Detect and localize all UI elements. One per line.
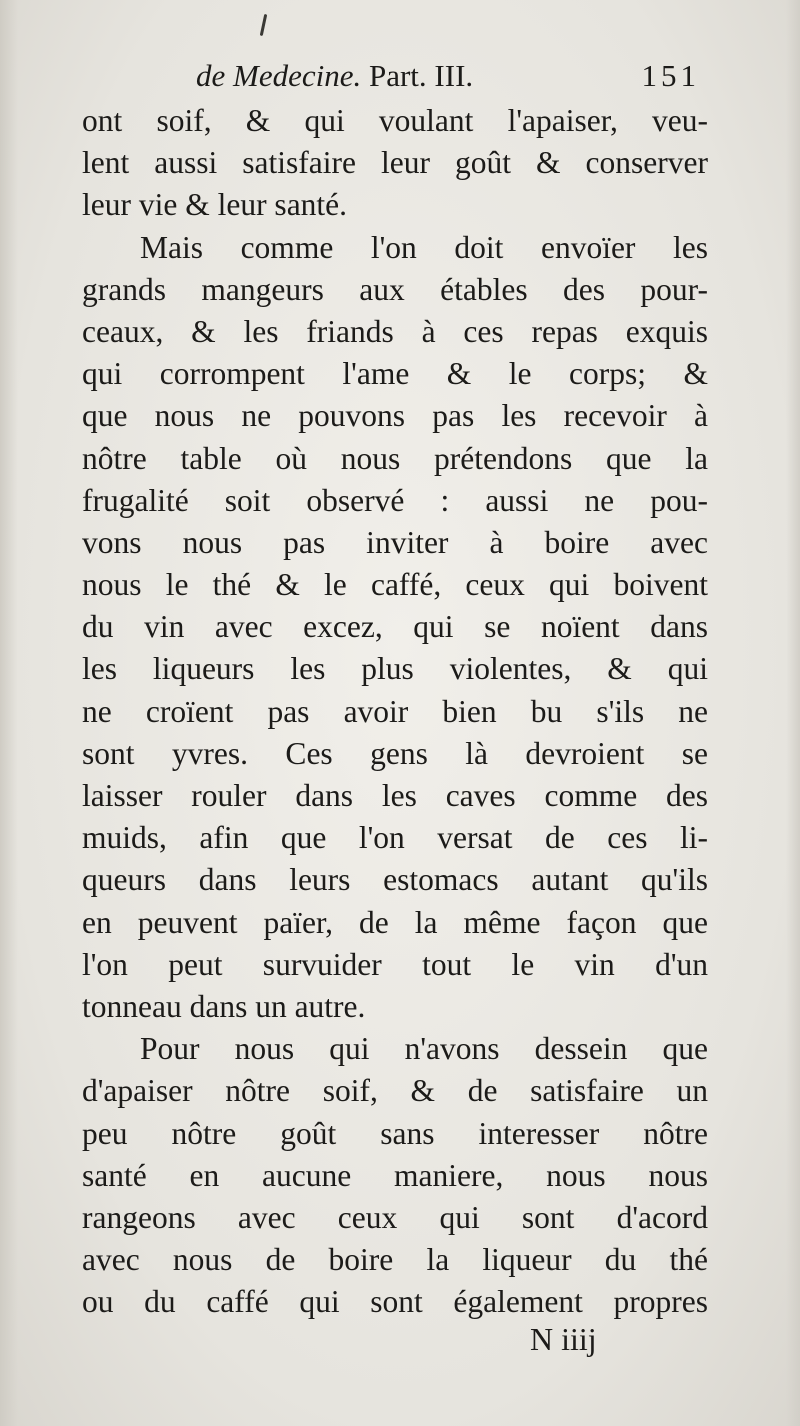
text-line: grands mangeurs aux étables des pour- (82, 271, 708, 307)
text-line: l'on peut survuider tout le vin d'un (82, 946, 708, 982)
text-line: tonneau dans un autre. (82, 988, 366, 1024)
text-line: santé en aucune maniere, nous nous (82, 1157, 708, 1193)
text-line: laisser rouler dans les caves comme des (82, 778, 708, 813)
text-line: d'apaiser nôtre soif, & de satisfaire un (82, 1073, 708, 1109)
text-line: ou du caffé qui sont également propres (82, 1284, 708, 1320)
text-line: ont soif, & qui voulant l'apaiser, veu- (82, 103, 708, 138)
text-line: leur vie & leur santé. (82, 187, 348, 223)
text-line: muids, afin que l'on versat de ces li- (82, 820, 708, 856)
text-line: avec nous de boire la liqueur du thé (82, 1242, 708, 1278)
text-line: vons nous pas inviter à boire avec (82, 524, 708, 560)
page-header (196, 56, 716, 96)
text-line: queurs dans leurs estomacs autant qu'ils (82, 862, 708, 898)
text-line: rangeons avec ceux qui sont d'acord (82, 1199, 708, 1235)
running-head-part: Part. III. (361, 58, 474, 93)
running-head-title: de Medecine. (196, 58, 362, 93)
body-text (82, 100, 708, 1323)
text-line: frugalité soit observé : aussi ne pou- (82, 482, 708, 518)
page-left-edge-shadow (0, 0, 18, 1426)
page-right-edge-shadow (786, 0, 800, 1426)
text-line: qui corrompent l'ame & le corps; & (82, 356, 708, 392)
text-line: ceaux, & les friands à ces repas exquis (82, 313, 708, 349)
text-line: Mais comme l'on doit envoïer les (140, 229, 708, 265)
text-line: en peuvent païer, de la même façon que (82, 904, 708, 940)
text-line: ne croïent pas avoir bien bu s'ils ne (82, 693, 708, 729)
ink-mark (260, 14, 268, 36)
text-line: que nous ne pouvons pas les recevoir à (82, 398, 708, 434)
text-line: sont yvres. Ces gens là devroient se (82, 735, 708, 771)
text-line: du vin avec excez, qui se noïent dans (82, 609, 708, 645)
running-head (196, 56, 473, 96)
catchword-signature: N iiij (530, 1321, 597, 1357)
text-line: nous le thé & le caffé, ceux qui boivent (82, 567, 708, 603)
text-line: lent aussi satisfaire leur goût & conserver (82, 145, 708, 181)
text-line: nôtre table où nous prétendons que la (82, 440, 708, 476)
page-number: 151 (641, 58, 700, 93)
text-line: les liqueurs les plus violentes, & qui (82, 651, 708, 687)
text-line: Pour nous qui n'avons dessein que (140, 1031, 708, 1067)
text-line: peu nôtre goût sans interesser nôtre (82, 1115, 708, 1151)
